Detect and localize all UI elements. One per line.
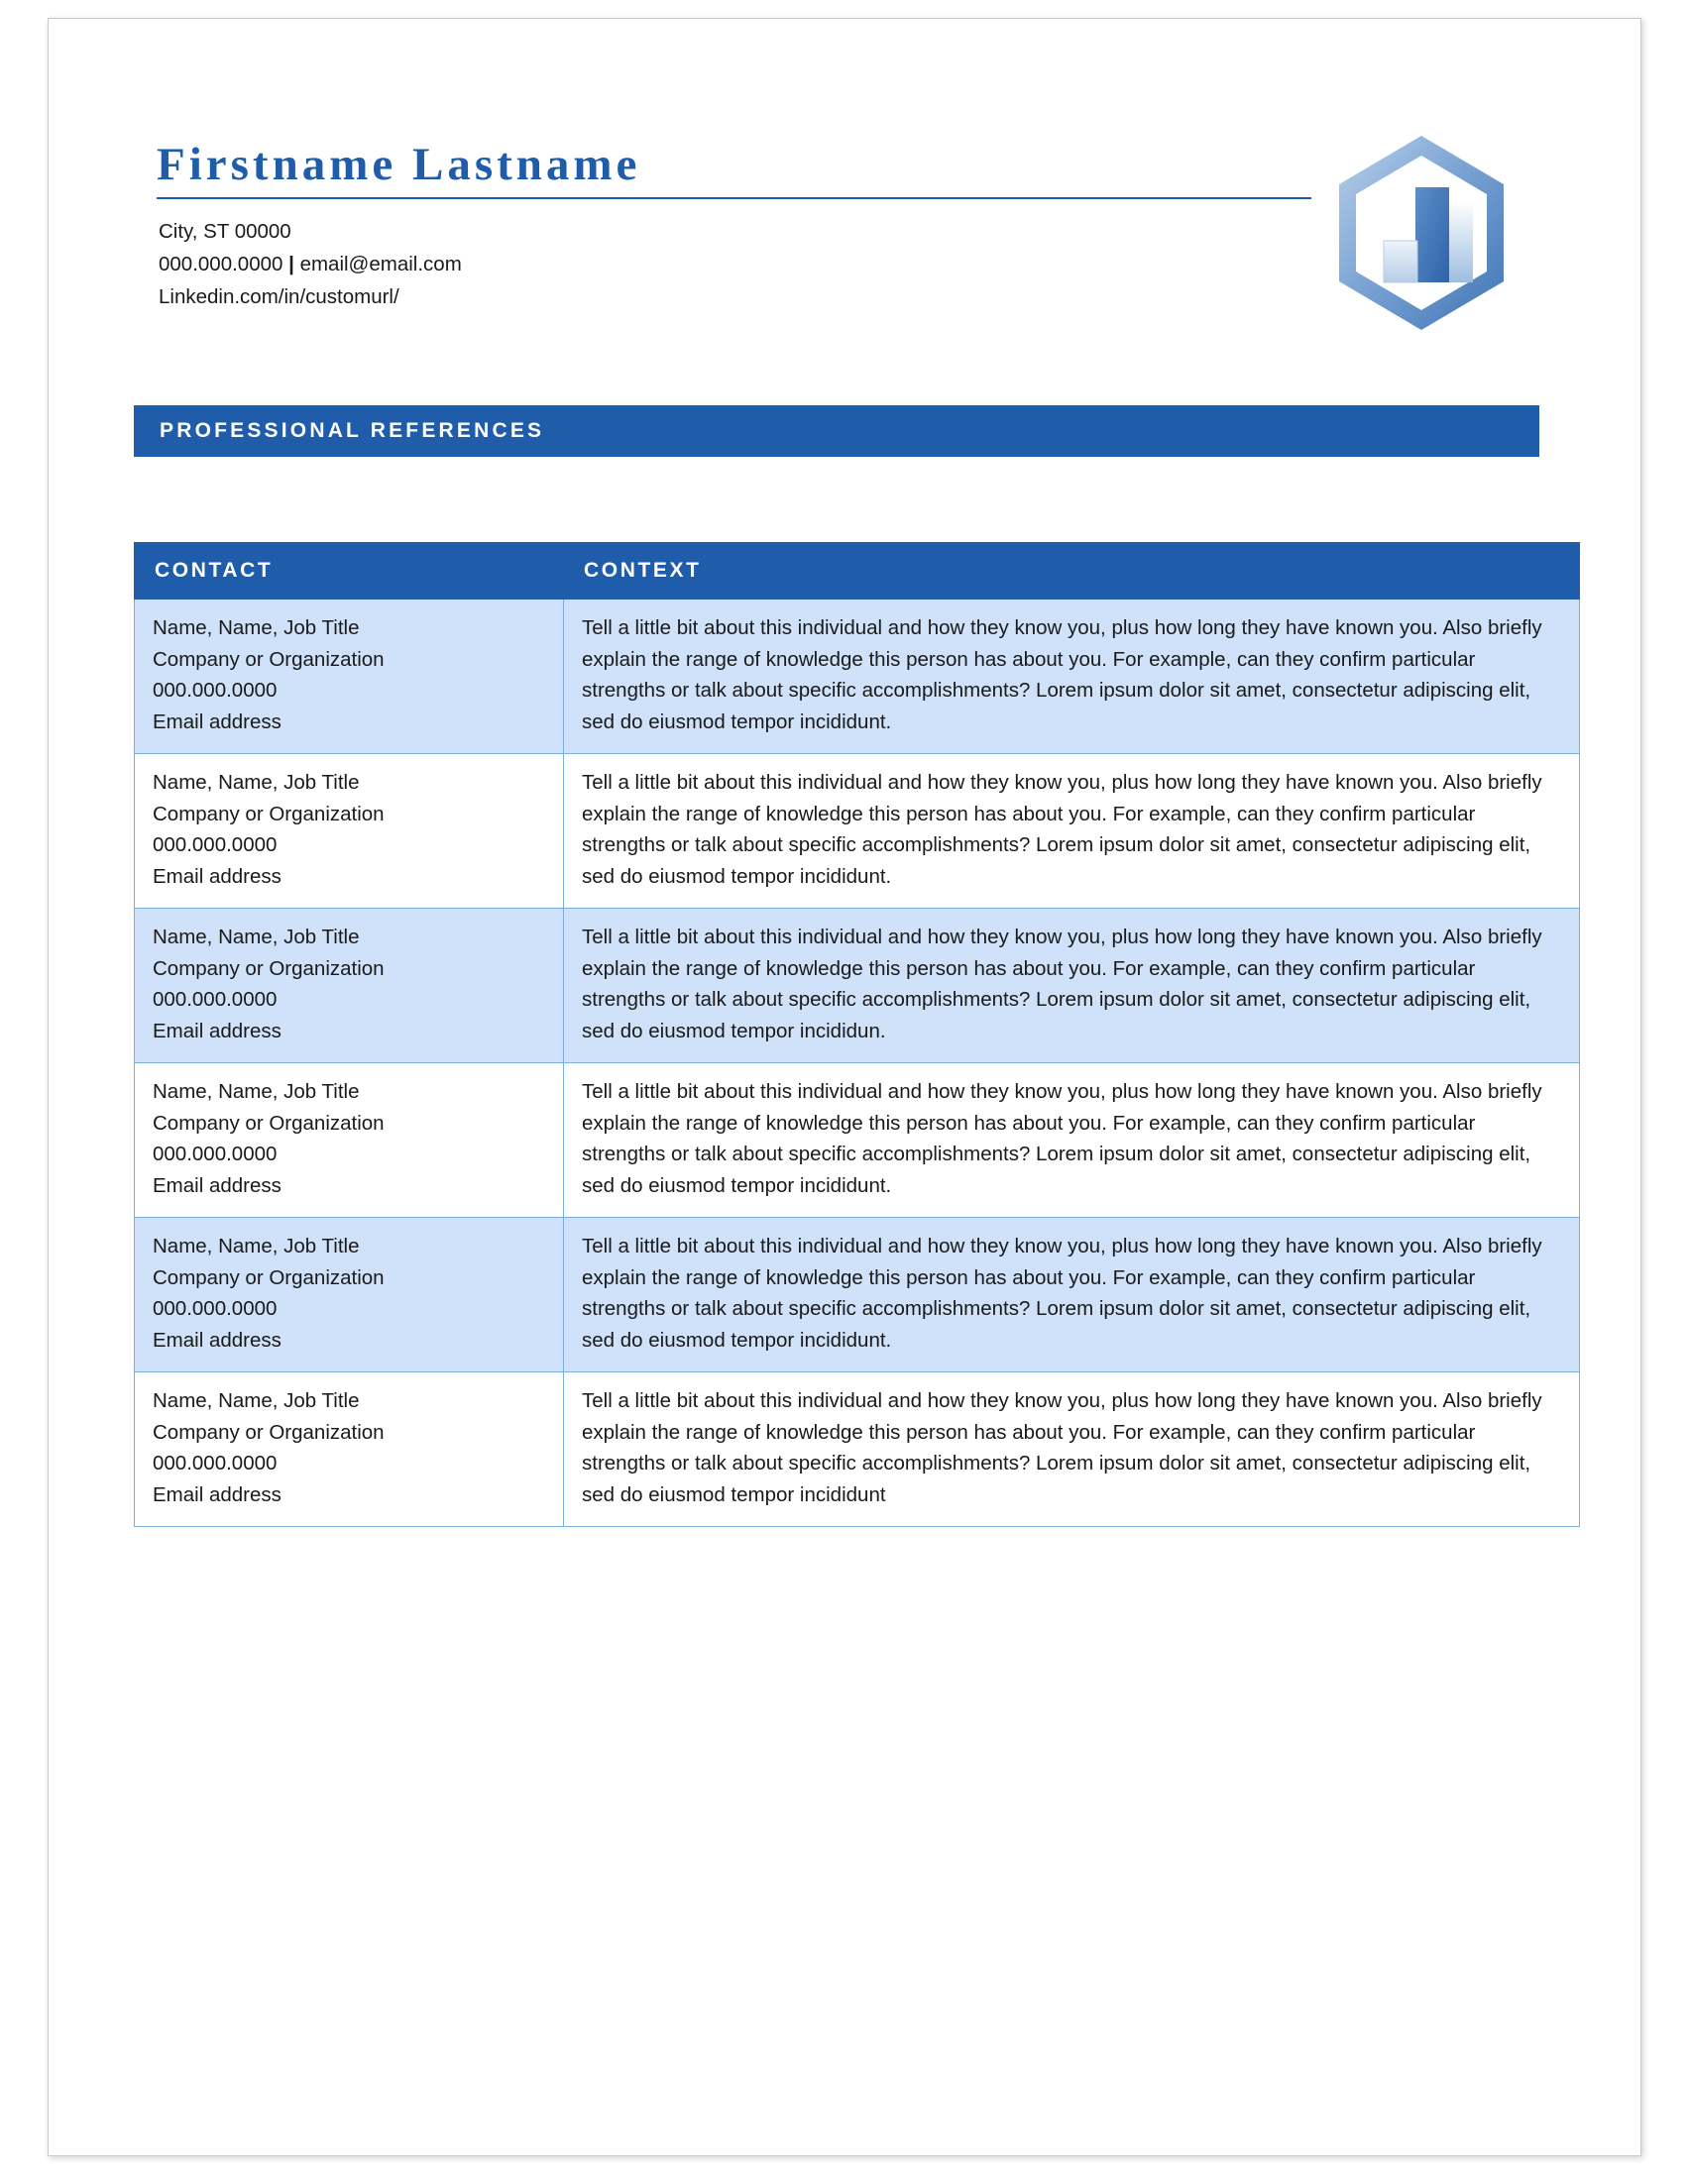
reference-contact-name: Name, Name, Job Title xyxy=(153,771,360,794)
table-row xyxy=(135,1063,1580,1218)
reference-contact-name: Name, Name, Job Title xyxy=(153,926,360,948)
title-divider xyxy=(157,197,1311,199)
contact-linkedin[interactable]: Linkedin.com/in/customurl/ xyxy=(159,285,399,308)
table-row xyxy=(135,600,1580,754)
table-row xyxy=(135,1218,1580,1372)
contact-phone: 000.000.0000 xyxy=(159,253,283,275)
reference-contact-company: Company or Organization xyxy=(153,647,385,671)
table-row xyxy=(135,1372,1580,1527)
reference-contact-email: Email address xyxy=(153,1328,282,1352)
reference-contact-cell xyxy=(135,1218,564,1372)
reference-contact-phone: 000.000.0000 xyxy=(153,679,278,702)
reference-context-cell: Tell a little bit about this individual and how they know you, plus how long they have known you. Also briefly explain the range of knowledge this person has about you. For example, can they confirm particular strengths or talk about specific accomplishments? Lorem ipsum dolor sit amet, consectetur adipiscing elit, sed do eiusmod tempor incididunt. xyxy=(564,1218,1580,1372)
reference-contact-cell xyxy=(135,600,564,754)
reference-context-cell: Tell a little bit about this individual and how they know you, plus how long they have known you. Also briefly explain the range of knowledge this person has about you. For example, can they confirm particular strengths or talk about specific accomplishments? Lorem ipsum dolor sit amet, consectetur adipiscing elit, sed do eiusmod tempor incididunt. xyxy=(564,1063,1580,1218)
reference-contact-email: Email address xyxy=(153,864,282,888)
reference-contact-name: Name, Name, Job Title xyxy=(153,1235,360,1257)
table-row xyxy=(135,909,1580,1063)
reference-contact-name: Name, Name, Job Title xyxy=(153,1080,360,1103)
hexagon-logo-icon xyxy=(1330,130,1514,343)
reference-contact-name: Name, Name, Job Title xyxy=(153,1389,360,1412)
reference-contact-cell xyxy=(135,909,564,1063)
contact-separator: | xyxy=(288,253,294,275)
page-title: Firstname Lastname xyxy=(157,139,641,190)
document-content xyxy=(134,138,1541,1527)
resume-header xyxy=(134,138,1541,385)
reference-contact-name: Name, Name, Job Title xyxy=(153,616,360,639)
references-table xyxy=(134,542,1580,1527)
column-header-context: CONTEXT xyxy=(564,543,1580,600)
section-header-professional-references xyxy=(134,405,1539,457)
column-header-contact: CONTACT xyxy=(135,543,564,600)
references-table-body xyxy=(135,600,1580,1527)
contact-email[interactable]: email@email.com xyxy=(299,253,462,275)
reference-context-cell: Tell a little bit about this individual and how they know you, plus how long they have known you. Also briefly explain the range of knowledge this person has about you. For example, can they confirm particular strengths or talk about specific accomplishments? Lorem ipsum dolor sit amet, consectetur adipiscing elit, sed do eiusmod tempor incididunt xyxy=(564,1372,1580,1527)
reference-contact-phone: 000.000.0000 xyxy=(153,1452,278,1474)
reference-contact-cell xyxy=(135,754,564,909)
table-header-row xyxy=(135,543,1580,600)
reference-contact-email: Email address xyxy=(153,1482,282,1506)
document-page xyxy=(48,18,1641,2156)
reference-contact-phone: 000.000.0000 xyxy=(153,988,278,1011)
reference-contact-company: Company or Organization xyxy=(153,1265,385,1289)
reference-contact-email: Email address xyxy=(153,1019,282,1042)
reference-contact-email: Email address xyxy=(153,1173,282,1197)
reference-context-cell: Tell a little bit about this individual and how they know you, plus how long they have known you. Also briefly explain the range of knowledge this person has about you. For example, can they confirm particular strengths or talk about specific accomplishments? Lorem ipsum dolor sit amet, consectetur adipiscing elit, sed do eiusmod tempor incididunt. xyxy=(564,754,1580,909)
contact-address: City, ST 00000 xyxy=(159,220,291,243)
reference-contact-company: Company or Organization xyxy=(153,1111,385,1135)
reference-contact-phone: 000.000.0000 xyxy=(153,833,278,856)
reference-context-cell: Tell a little bit about this individual and how they know you, plus how long they have known you. Also briefly explain the range of knowledge this person has about you. For example, can they confirm particular strengths or talk about specific accomplishments? Lorem ipsum dolor sit amet, consectetur adipiscing elit, sed do eiusmod tempor incididun. xyxy=(564,909,1580,1063)
reference-contact-phone: 000.000.0000 xyxy=(153,1297,278,1320)
reference-contact-cell xyxy=(135,1372,564,1527)
table-row xyxy=(135,754,1580,909)
reference-contact-company: Company or Organization xyxy=(153,1420,385,1444)
reference-contact-company: Company or Organization xyxy=(153,956,385,980)
reference-contact-company: Company or Organization xyxy=(153,802,385,825)
section-title: PROFESSIONAL REFERENCES xyxy=(160,419,545,442)
reference-context-cell: Tell a little bit about this individual and how they know you, plus how long they have known you. Also briefly explain the range of knowledge this person has about you. For example, can they confirm particular strengths or talk about specific accomplishments? Lorem ipsum dolor sit amet, consectetur adipiscing elit, sed do eiusmod tempor incididunt. xyxy=(564,600,1580,754)
reference-contact-phone: 000.000.0000 xyxy=(153,1143,278,1165)
reference-contact-email: Email address xyxy=(153,710,282,733)
reference-contact-cell xyxy=(135,1063,564,1218)
